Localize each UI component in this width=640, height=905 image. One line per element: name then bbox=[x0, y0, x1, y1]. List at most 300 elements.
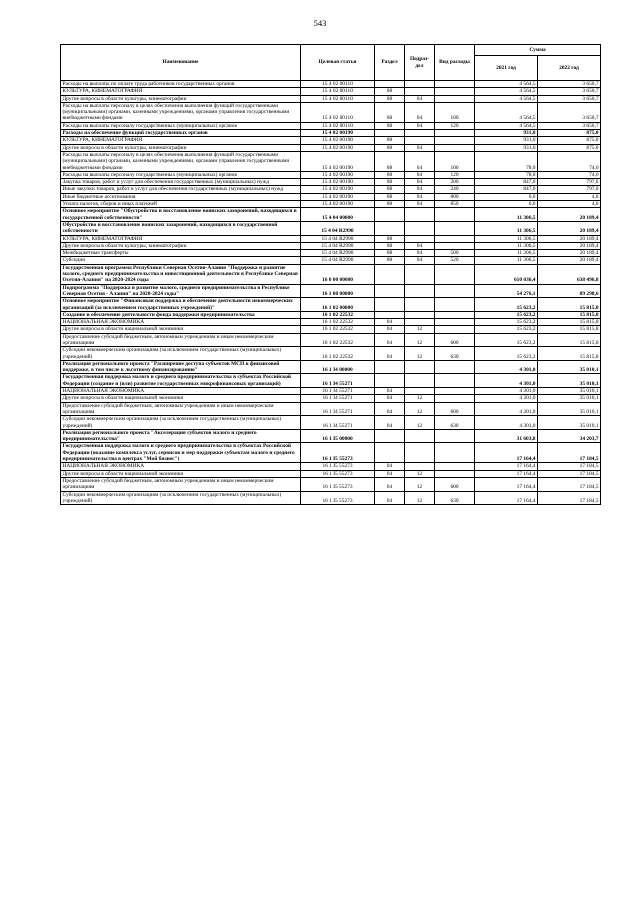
table-row bbox=[61, 470, 601, 477]
row-target: 15 4 02 00190 bbox=[301, 171, 375, 178]
row-section: 04 bbox=[375, 326, 405, 333]
row-sum-2021: 847,0 bbox=[475, 186, 538, 193]
row-name: Субсидии bbox=[61, 257, 301, 264]
row-expense-type bbox=[435, 88, 475, 95]
row-sum-2022: 20 189,4 bbox=[538, 235, 601, 242]
row-subsection: 04 bbox=[405, 201, 435, 208]
row-sum-2021: 15 623,2 bbox=[475, 298, 538, 312]
row-name: НАЦИОНАЛЬНАЯ ЭКОНОМИКА bbox=[61, 463, 301, 470]
row-sum-2022: 35 010,1 bbox=[538, 388, 601, 395]
row-sum-2022: 3 650,7 bbox=[538, 122, 601, 129]
row-target: 15 4 02 00190 bbox=[301, 130, 375, 137]
row-name: Субсидии некоммерческим организациям (за исключением государственных (муниципальных) учреждений) bbox=[61, 416, 301, 430]
table-row bbox=[61, 171, 601, 178]
row-sum-2022: 35 010,1 bbox=[538, 395, 601, 402]
row-sum-2021: 4 564,5 bbox=[475, 88, 538, 95]
row-sum-2022: 35 010,1 bbox=[538, 402, 601, 416]
row-expense-type: 240 bbox=[435, 186, 475, 193]
row-sum-2022: 875,0 bbox=[538, 137, 601, 144]
row-name: Субсидии некоммерческим организациям (за исключением государственных (муниципальных) учреждений) bbox=[61, 347, 301, 361]
row-sum-2022: 34 203,7 bbox=[538, 429, 601, 443]
row-target: 15 4 02 00110 bbox=[301, 81, 375, 88]
row-name: Основное мероприятие "Финансовая поддержка и обеспечение деятельности некоммерческих организаций (за исключением государственных учреждений)" bbox=[61, 298, 301, 312]
row-sum-2021: 15 623,2 bbox=[475, 347, 538, 361]
row-section bbox=[375, 284, 405, 298]
row-subsection: 04 bbox=[405, 250, 435, 257]
row-name: Расходы на выплаты персоналу в целях обеспечения выполнения функций государственными (муниципальными) органами, казенными учреждениями, органами управления государственными внебюджетными фондами bbox=[61, 151, 301, 171]
table-row bbox=[61, 137, 601, 144]
row-sum-2021: 11 306,5 bbox=[475, 235, 538, 242]
row-sum-2022: 74,0 bbox=[538, 151, 601, 171]
row-section bbox=[375, 360, 405, 374]
row-target: 16 1 02 00000 bbox=[301, 298, 375, 312]
row-sum-2021: 11 306,5 bbox=[475, 257, 538, 264]
table-row bbox=[61, 388, 601, 395]
row-expense-type bbox=[435, 144, 475, 151]
row-name: Предоставление субсидий бюджетным, автономным учреждениям и иным некоммерческим организациям bbox=[61, 477, 301, 491]
row-sum-2021: 4 564,5 bbox=[475, 122, 538, 129]
row-section bbox=[375, 81, 405, 88]
row-target: 16 1 I5 55273 bbox=[301, 470, 375, 477]
row-sum-2022: 17 184,5 bbox=[538, 477, 601, 491]
row-sum-2021: 931,0 bbox=[475, 130, 538, 137]
row-target: 15 4 02 00190 bbox=[301, 186, 375, 193]
row-name: НАЦИОНАЛЬНАЯ ЭКОНОМИКА bbox=[61, 388, 301, 395]
row-expense-type: 630 bbox=[435, 491, 475, 505]
row-subsection: 04 bbox=[405, 186, 435, 193]
row-section: 04 bbox=[375, 477, 405, 491]
row-sum-2022: 35 010,1 bbox=[538, 374, 601, 388]
row-expense-type: 500 bbox=[435, 250, 475, 257]
row-name: Субсидии некоммерческим организациям (за исключением государственных (муниципальных) учреждений) bbox=[61, 491, 301, 505]
table-row bbox=[61, 477, 601, 491]
row-name: Другие вопросы в области национальной экономики bbox=[61, 470, 301, 477]
row-subsection: 04 bbox=[405, 122, 435, 129]
row-sum-2022: 17 184,5 bbox=[538, 470, 601, 477]
row-sum-2021: 4 564,5 bbox=[475, 95, 538, 102]
row-sum-2022: 15 815,8 bbox=[538, 298, 601, 312]
row-target: 15 4 02 00110 bbox=[301, 95, 375, 102]
row-name: Другие вопросы в области национальной экономики bbox=[61, 326, 301, 333]
row-target: 16 1 02 22532 bbox=[301, 311, 375, 318]
row-expense-type: 800 bbox=[435, 193, 475, 200]
row-target: 15 4 02 00110 bbox=[301, 122, 375, 129]
row-subsection bbox=[405, 88, 435, 95]
row-expense-type bbox=[435, 264, 475, 284]
row-sum-2022: 20 189,4 bbox=[538, 242, 601, 249]
row-subsection: 04 bbox=[405, 102, 435, 122]
header-expense-type: Вид расходы bbox=[435, 45, 475, 81]
row-sum-2021: 931,0 bbox=[475, 144, 538, 151]
row-subsection: 04 bbox=[405, 95, 435, 102]
row-expense-type bbox=[435, 95, 475, 102]
table-row bbox=[61, 250, 601, 257]
row-name: Предоставление субсидий бюджетным, автономным учреждениям и иным некоммерческим организациям bbox=[61, 333, 301, 347]
row-section: 04 bbox=[375, 416, 405, 430]
table-body bbox=[61, 81, 601, 505]
table-row bbox=[61, 122, 601, 129]
row-sum-2022: 20 189,4 bbox=[538, 208, 601, 222]
row-expense-type bbox=[435, 463, 475, 470]
table-row bbox=[61, 221, 601, 235]
row-sum-2022: 638 496,8 bbox=[538, 264, 601, 284]
row-name: Создание и обеспечение деятельности фонда поддержки предпринимательства bbox=[61, 311, 301, 318]
row-name: Расходы на обеспечение функций государственных органов bbox=[61, 130, 301, 137]
row-subsection bbox=[405, 311, 435, 318]
row-expense-type: 200 bbox=[435, 179, 475, 186]
row-target: 16 1 02 22532 bbox=[301, 333, 375, 347]
table-row bbox=[61, 284, 601, 298]
row-expense-type bbox=[435, 319, 475, 326]
row-name: Другие вопросы в области национальной экономики bbox=[61, 395, 301, 402]
row-subsection bbox=[405, 137, 435, 144]
row-section bbox=[375, 221, 405, 235]
table-row bbox=[61, 208, 601, 222]
row-section bbox=[375, 374, 405, 388]
row-expense-type: 630 bbox=[435, 347, 475, 361]
row-sum-2022: 15 815,8 bbox=[538, 347, 601, 361]
row-expense-type bbox=[435, 395, 475, 402]
row-target: 16 1 02 22532 bbox=[301, 319, 375, 326]
row-section bbox=[375, 298, 405, 312]
row-expense-type bbox=[435, 221, 475, 235]
row-expense-type: 520 bbox=[435, 257, 475, 264]
row-name: Другие вопросы в области культуры, кинематографии bbox=[61, 95, 301, 102]
row-expense-type bbox=[435, 470, 475, 477]
row-target: 16 1 I4 55271 bbox=[301, 402, 375, 416]
table-row bbox=[61, 429, 601, 443]
row-subsection: 12 bbox=[405, 402, 435, 416]
row-sum-2022: 15 815,8 bbox=[538, 311, 601, 318]
row-target: 16 1 I5 55273 bbox=[301, 463, 375, 470]
row-section bbox=[375, 130, 405, 137]
row-sum-2021: 6,0 bbox=[475, 193, 538, 200]
row-sum-2021: 610 036,4 bbox=[475, 264, 538, 284]
row-expense-type: 600 bbox=[435, 477, 475, 491]
row-sum-2022: 3 650,7 bbox=[538, 102, 601, 122]
row-expense-type bbox=[435, 388, 475, 395]
table-row bbox=[61, 395, 601, 402]
row-target: 16 1 I4 00000 bbox=[301, 360, 375, 374]
row-section: 08 bbox=[375, 235, 405, 242]
table-row bbox=[61, 463, 601, 470]
row-expense-type bbox=[435, 242, 475, 249]
row-expense-type: 850 bbox=[435, 201, 475, 208]
row-section: 04 bbox=[375, 347, 405, 361]
row-sum-2021: 11 306,5 bbox=[475, 208, 538, 222]
row-subsection bbox=[405, 284, 435, 298]
row-sum-2022: 15 815,8 bbox=[538, 319, 601, 326]
row-subsection: 04 bbox=[405, 144, 435, 151]
row-section: 08 bbox=[375, 186, 405, 193]
row-section: 04 bbox=[375, 491, 405, 505]
row-subsection: 12 bbox=[405, 395, 435, 402]
row-subsection bbox=[405, 298, 435, 312]
row-sum-2022: 3 650,7 bbox=[538, 81, 601, 88]
row-target: 15 4 02 00190 bbox=[301, 179, 375, 186]
row-section: 08 bbox=[375, 250, 405, 257]
row-expense-type bbox=[435, 130, 475, 137]
row-expense-type: 100 bbox=[435, 102, 475, 122]
row-target: 15 4 02 00190 bbox=[301, 137, 375, 144]
table-row bbox=[61, 257, 601, 264]
row-subsection: 12 bbox=[405, 477, 435, 491]
row-target: 15 4 04 R2990 bbox=[301, 257, 375, 264]
row-section: 08 bbox=[375, 88, 405, 95]
row-section bbox=[375, 208, 405, 222]
row-target: 15 4 02 00190 bbox=[301, 193, 375, 200]
row-subsection bbox=[405, 208, 435, 222]
row-sum-2021: 4 301,0 bbox=[475, 402, 538, 416]
row-name: Основное мероприятие "Обустройство и восстановление воинских захоронений, находящихся в государственной собственности" bbox=[61, 208, 301, 222]
row-sum-2021: 4 564,5 bbox=[475, 81, 538, 88]
row-target: 16 1 I4 55271 bbox=[301, 416, 375, 430]
table-row bbox=[61, 311, 601, 318]
row-expense-type bbox=[435, 311, 475, 318]
row-name: КУЛЬТУРА, КИНЕМАТОГРАФИЯ bbox=[61, 88, 301, 95]
row-sum-2022: 17 184,5 bbox=[538, 463, 601, 470]
row-sum-2021: 11 306,5 bbox=[475, 221, 538, 235]
table-row bbox=[61, 443, 601, 463]
row-expense-type bbox=[435, 360, 475, 374]
row-name: Реализация регионального проекта "Расширение доступа субъектов МСП к финансовой поддержке, в том числе к льготному финансированию" bbox=[61, 360, 301, 374]
row-subsection: 04 bbox=[405, 171, 435, 178]
table-row bbox=[61, 81, 601, 88]
row-name: КУЛЬТУРА, КИНЕМАТОГРАФИЯ bbox=[61, 137, 301, 144]
row-sum-2021: 17 164,4 bbox=[475, 463, 538, 470]
header-sum: Сумма bbox=[475, 45, 601, 56]
row-section bbox=[375, 443, 405, 463]
row-sum-2021: 31 603,8 bbox=[475, 429, 538, 443]
row-name: Государственная поддержка малого и среднего предпринимательства в субъектах Российской Федерации (создание и (или) развитие государственных микрофинансовых организаций) bbox=[61, 374, 301, 388]
table-row bbox=[61, 402, 601, 416]
row-subsection: 12 bbox=[405, 333, 435, 347]
row-sum-2021: 17 164,4 bbox=[475, 491, 538, 505]
row-sum-2022: 875,0 bbox=[538, 130, 601, 137]
row-section: 08 bbox=[375, 201, 405, 208]
row-target: 15 4 04 R2990 bbox=[301, 221, 375, 235]
row-section: 08 bbox=[375, 144, 405, 151]
row-sum-2022: 17 184,5 bbox=[538, 443, 601, 463]
row-expense-type bbox=[435, 208, 475, 222]
row-sum-2022: 20 189,4 bbox=[538, 221, 601, 235]
row-subsection bbox=[405, 130, 435, 137]
row-sum-2022: 35 010,1 bbox=[538, 360, 601, 374]
row-section: 08 bbox=[375, 122, 405, 129]
table-row bbox=[61, 186, 601, 193]
row-expense-type: 600 bbox=[435, 402, 475, 416]
row-subsection: 04 bbox=[405, 151, 435, 171]
row-expense-type bbox=[435, 326, 475, 333]
row-sum-2022: 4,0 bbox=[538, 193, 601, 200]
row-target: 15 4 02 00190 bbox=[301, 151, 375, 171]
row-expense-type bbox=[435, 137, 475, 144]
table-row bbox=[61, 347, 601, 361]
row-sum-2022: 797,0 bbox=[538, 186, 601, 193]
row-name: КУЛЬТУРА, КИНЕМАТОГРАФИЯ bbox=[61, 235, 301, 242]
row-name: Обустройство и восстановление воинских захоронений, находящихся в государственной собственности bbox=[61, 221, 301, 235]
row-sum-2021: 4 301,0 bbox=[475, 374, 538, 388]
row-name: Расходы на выплаты персоналу в целях обеспечения выполнения функций государственными (муниципальными) органами, казенными учреждениями, органами управления государственными внебюджетными фондами bbox=[61, 102, 301, 122]
row-sum-2021: 4 301,0 bbox=[475, 395, 538, 402]
row-sum-2021: 54 276,1 bbox=[475, 284, 538, 298]
row-subsection bbox=[405, 429, 435, 443]
row-subsection: 12 bbox=[405, 470, 435, 477]
row-section: 08 bbox=[375, 242, 405, 249]
row-sum-2022: 17 184,5 bbox=[538, 491, 601, 505]
row-section bbox=[375, 264, 405, 284]
row-section: 04 bbox=[375, 388, 405, 395]
row-subsection bbox=[405, 463, 435, 470]
row-name: Предоставление субсидий бюджетным, автономным учреждениям и иным некоммерческим организациям bbox=[61, 402, 301, 416]
row-sum-2022: 20 189,4 bbox=[538, 257, 601, 264]
row-name: Иные закупки товаров, работ и услуг для обеспечения государственных (муниципальных) нужд bbox=[61, 186, 301, 193]
row-target: 15 4 04 00000 bbox=[301, 208, 375, 222]
row-expense-type bbox=[435, 81, 475, 88]
row-expense-type bbox=[435, 235, 475, 242]
table-row bbox=[61, 333, 601, 347]
row-subsection bbox=[405, 319, 435, 326]
row-section: 04 bbox=[375, 463, 405, 470]
header-subsection: Подраз-дел bbox=[405, 45, 435, 81]
row-subsection bbox=[405, 264, 435, 284]
row-subsection bbox=[405, 81, 435, 88]
row-sum-2021: 4 301,0 bbox=[475, 360, 538, 374]
table-row bbox=[61, 193, 601, 200]
row-target: 16 0 00 00000 bbox=[301, 264, 375, 284]
row-expense-type bbox=[435, 298, 475, 312]
table-row bbox=[61, 491, 601, 505]
budget-table bbox=[60, 44, 601, 505]
table-row bbox=[61, 326, 601, 333]
row-sum-2021: 15 623,2 bbox=[475, 311, 538, 318]
row-sum-2021: 6,0 bbox=[475, 201, 538, 208]
row-target: 16 1 I5 55273 bbox=[301, 477, 375, 491]
row-sum-2021: 11 306,5 bbox=[475, 242, 538, 249]
row-sum-2022: 3 650,7 bbox=[538, 88, 601, 95]
row-sum-2022: 15 815,8 bbox=[538, 326, 601, 333]
row-name: Расходы на выплаты персоналу государственных (муниципальных) органов bbox=[61, 171, 301, 178]
row-sum-2021: 15 623,2 bbox=[475, 326, 538, 333]
row-sum-2021: 4 301,0 bbox=[475, 388, 538, 395]
table-row bbox=[61, 102, 601, 122]
row-sum-2022: 3 650,7 bbox=[538, 95, 601, 102]
row-target: 16 1 02 22532 bbox=[301, 347, 375, 361]
row-sum-2022: 797,0 bbox=[538, 179, 601, 186]
row-sum-2022: 35 010,1 bbox=[538, 416, 601, 430]
row-target: 16 1 00 00000 bbox=[301, 284, 375, 298]
row-section: 04 bbox=[375, 395, 405, 402]
row-target: 15 4 02 00110 bbox=[301, 102, 375, 122]
row-subsection bbox=[405, 221, 435, 235]
row-target: 16 1 I4 55271 bbox=[301, 395, 375, 402]
row-target: 16 1 02 22532 bbox=[301, 326, 375, 333]
table-row bbox=[61, 374, 601, 388]
table-row bbox=[61, 130, 601, 137]
row-target: 16 1 I5 55273 bbox=[301, 443, 375, 463]
row-sum-2021: 15 623,2 bbox=[475, 333, 538, 347]
row-name: Расходы на выплаты по оплате труда работников государственных органов bbox=[61, 81, 301, 88]
row-expense-type: 120 bbox=[435, 122, 475, 129]
row-sum-2022: 15 815,8 bbox=[538, 333, 601, 347]
table-row bbox=[61, 201, 601, 208]
row-section: 08 bbox=[375, 137, 405, 144]
table-row bbox=[61, 319, 601, 326]
table-row bbox=[61, 179, 601, 186]
row-subsection bbox=[405, 235, 435, 242]
row-subsection: 12 bbox=[405, 491, 435, 505]
table-row bbox=[61, 298, 601, 312]
row-section: 08 bbox=[375, 95, 405, 102]
header-2022: 2022 год bbox=[538, 56, 601, 81]
row-name: НАЦИОНАЛЬНАЯ ЭКОНОМИКА bbox=[61, 319, 301, 326]
row-expense-type bbox=[435, 443, 475, 463]
row-subsection: 04 bbox=[405, 257, 435, 264]
row-subsection bbox=[405, 443, 435, 463]
row-sum-2021: 11 306,5 bbox=[475, 250, 538, 257]
table-row bbox=[61, 416, 601, 430]
row-sum-2021: 15 623,2 bbox=[475, 319, 538, 326]
row-sum-2022: 4,0 bbox=[538, 201, 601, 208]
row-target: 16 1 I4 55271 bbox=[301, 388, 375, 395]
row-name: Закупка товаров, работ и услуг для обеспечения государственных (муниципальных) нужд bbox=[61, 179, 301, 186]
row-section: 08 bbox=[375, 257, 405, 264]
row-sum-2021: 78,0 bbox=[475, 171, 538, 178]
row-subsection: 04 bbox=[405, 193, 435, 200]
row-section bbox=[375, 311, 405, 318]
row-expense-type: 120 bbox=[435, 171, 475, 178]
row-sum-2021: 4 301,0 bbox=[475, 416, 538, 430]
row-expense-type bbox=[435, 284, 475, 298]
row-name: Уплата налогов, сборов и иных платежей bbox=[61, 201, 301, 208]
row-name: Межбюджетные трансферты bbox=[61, 250, 301, 257]
row-name: Иные бюджетные ассигнования bbox=[61, 193, 301, 200]
row-target: 16 1 I4 55271 bbox=[301, 374, 375, 388]
row-name: Подпрограмма "Поддержка и развитие малого, среднего предпринимательства в Республике Северная Осетия - Алания" на 2020-2024 годы" bbox=[61, 284, 301, 298]
row-sum-2021: 17 164,4 bbox=[475, 470, 538, 477]
table-row bbox=[61, 151, 601, 171]
row-subsection bbox=[405, 360, 435, 374]
row-subsection: 12 bbox=[405, 416, 435, 430]
row-section: 08 bbox=[375, 193, 405, 200]
row-expense-type bbox=[435, 429, 475, 443]
header-section: Раздел bbox=[375, 45, 405, 81]
row-sum-2022: 74,0 bbox=[538, 171, 601, 178]
table-row bbox=[61, 235, 601, 242]
row-target: 16 1 I5 55273 bbox=[301, 491, 375, 505]
row-section: 08 bbox=[375, 171, 405, 178]
row-section: 08 bbox=[375, 102, 405, 122]
row-target: 15 4 02 00190 bbox=[301, 201, 375, 208]
row-sum-2021: 17 164,4 bbox=[475, 477, 538, 491]
row-section: 04 bbox=[375, 333, 405, 347]
row-sum-2021: 847,0 bbox=[475, 179, 538, 186]
row-subsection bbox=[405, 388, 435, 395]
row-name: Реализация регионального проекта "Акселерация субъектов малого и среднего предпринимательства" bbox=[61, 429, 301, 443]
table-row bbox=[61, 264, 601, 284]
table-row bbox=[61, 242, 601, 249]
row-expense-type: 100 bbox=[435, 151, 475, 171]
header-target: Целевая статья bbox=[301, 45, 375, 81]
row-sum-2022: 20 189,4 bbox=[538, 250, 601, 257]
row-target: 15 4 04 R2990 bbox=[301, 250, 375, 257]
row-sum-2021: 78,0 bbox=[475, 151, 538, 171]
row-name: Государственная поддержка малого и среднего предпринимательства в субъектах Российской Федерации (оказание комплекса услуг, сервисов и мер поддержки субъектам малого и среднего предпринимательства в центрах "Мой бизнес") bbox=[61, 443, 301, 463]
row-section: 04 bbox=[375, 319, 405, 326]
row-sum-2021: 4 564,5 bbox=[475, 102, 538, 122]
row-target: 15 4 02 00190 bbox=[301, 144, 375, 151]
row-section: 04 bbox=[375, 402, 405, 416]
